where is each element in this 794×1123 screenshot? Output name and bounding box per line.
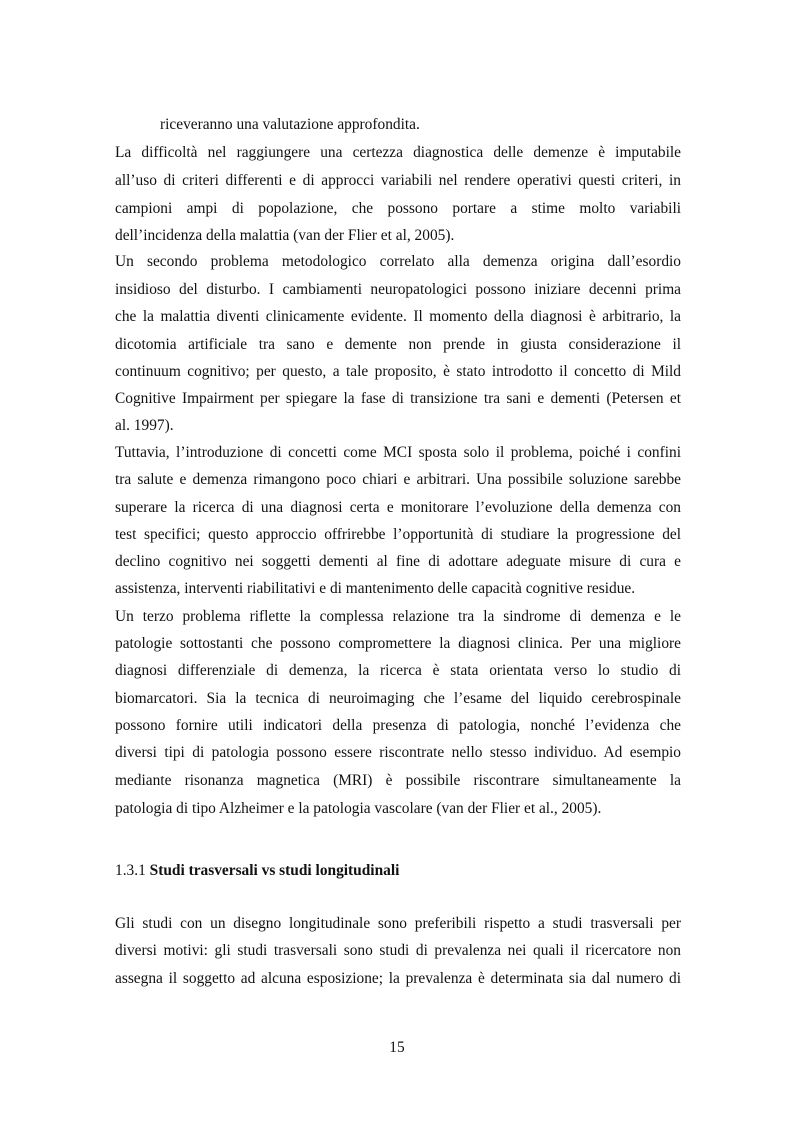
- text-line: insidioso del disturbo. I cambiamenti neuropatologici possono iniziare decenni prima: [115, 281, 681, 298]
- text-line: campioni ampi di popolazione, che possono portare a stime molto variabili: [115, 200, 681, 217]
- text-line: che la malattia diventi clinicamente evidente. Il momento della diagnosi è arbitrario, la: [115, 308, 681, 325]
- text-line: all’uso di criteri differenti e di approcci variabili nel rendere operativi questi criteri, in: [115, 172, 681, 189]
- text-line: diversi tipi di patologia possono essere riscontrate nello stesso individuo. Ad esempio: [115, 744, 681, 761]
- text-line: al. 1997).: [115, 417, 174, 434]
- text-line: Un secondo problema metodologico correlato alla demenza origina dall’esordio: [115, 253, 681, 270]
- text-line: test specifici; questo approccio offrirebbe l’opportunità di studiare la progressione del: [115, 526, 681, 543]
- text-line: superare la ricerca di una diagnosi certa e monitorare l’evoluzione della demenza con: [115, 499, 681, 516]
- section-heading: [115, 862, 399, 880]
- text-line: declino cognitivo nei soggetti dementi al fine di adottare adeguate misure di cura e: [115, 553, 681, 570]
- text-line: patologie sottostanti che possono compromettere la diagnosi clinica. Per una migliore: [115, 635, 681, 652]
- text-line: dicotomia artificiale tra sano e demente non prende in giusta considerazione il: [115, 336, 681, 353]
- text-line: tra salute e demenza rimangono poco chiari e arbitrari. Una possibile soluzione sarebbe: [115, 471, 681, 488]
- text-line: Tuttavia, l’introduzione di concetti come MCI sposta solo il problema, poiché i confini: [115, 444, 681, 461]
- text-line: mediante risonanza magnetica (MRI) è possibile riscontrare simultaneamente la: [115, 772, 681, 789]
- text-line: diversi motivi: gli studi trasversali sono studi di prevalenza nei quali il ricercatore non: [115, 942, 681, 959]
- text-line: biomarcatori. Sia la tecnica di neuroimaging che l’esame del liquido cerebrospinale: [115, 690, 681, 707]
- text-line: patologia di tipo Alzheimer e la patologia vascolare (van der Flier et al., 2005).: [115, 800, 602, 817]
- text-line: Un terzo problema riflette la complessa relazione tra la sindrome di demenza e le: [115, 608, 681, 625]
- text-line: diagnosi differenziale di demenza, la ricerca è stata orientata verso lo studio di: [115, 662, 681, 679]
- text-line: riceveranno una valutazione approfondita.: [160, 116, 420, 133]
- text-line: possono fornire utili indicatori della presenza di patologia, nonché l’evidenza che: [115, 717, 681, 734]
- page-number: 15: [389, 1039, 405, 1056]
- text-line: La difficoltà nel raggiungere una certezza diagnostica delle demenze è imputabile: [115, 144, 681, 161]
- text-line: Gli studi con un disegno longitudinale sono preferibili rispetto a studi trasversali per: [115, 915, 681, 932]
- text-line: continuum cognitivo; per questo, a tale proposito, è stato introdotto il concetto di Mild: [115, 363, 681, 380]
- text-line: assistenza, interventi riabilitativi e di mantenimento delle capacità cognitive residue.: [115, 580, 636, 597]
- text-line: assegna il soggetto ad alcuna esposizione; la prevalenza è determinata sia dal numero di: [115, 970, 681, 987]
- text-line: Cognitive Impairment per spiegare la fase di transizione tra sani e dementi (Petersen et: [115, 390, 681, 407]
- text-line: dell’incidenza della malattia (van der Flier et al, 2005).: [115, 227, 455, 244]
- section-number: 1.3.1: [115, 862, 146, 879]
- section-title: Studi trasversali vs studi longitudinali: [149, 862, 400, 879]
